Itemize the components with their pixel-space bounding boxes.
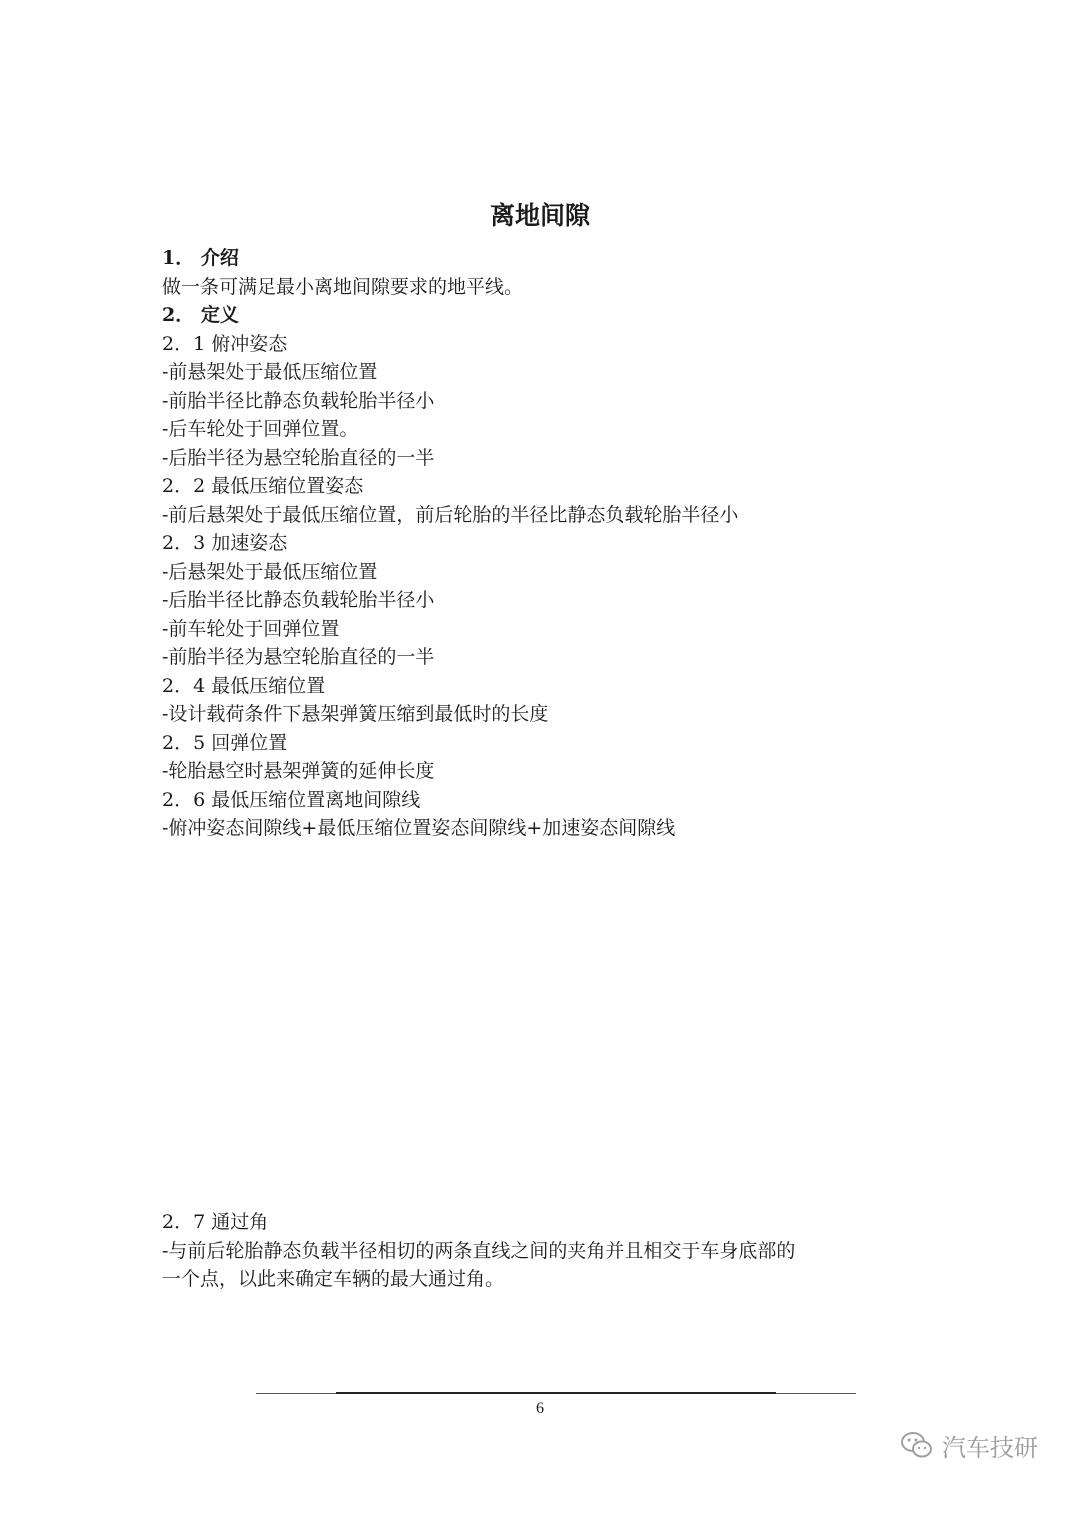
section-heading: 1． 介绍 xyxy=(162,247,239,269)
body-line: -俯冲姿态间隙线+最低压缩位置姿态间隙线+加速姿态间隙线 xyxy=(162,817,676,839)
page-title: 离地间隙 xyxy=(489,201,590,230)
body-line: -后胎半径为悬空轮胎直径的一半 xyxy=(162,446,435,469)
body-line: -前车轮处于回弹位置 xyxy=(162,617,340,640)
body-line: 2．4 最低压缩位置 xyxy=(162,674,326,697)
body-line: -前胎半径比静态负载轮胎半径小 xyxy=(162,389,435,412)
body-line: -轮胎悬空时悬架弹簧的延伸长度 xyxy=(162,760,435,782)
body-line: 2．6 最低压缩位置离地间隙线 xyxy=(162,788,421,811)
body-line: 2．5 回弹位置 xyxy=(162,731,288,754)
body-line: 2．3 加速姿态 xyxy=(162,532,288,554)
body-line: 2．2 最低压缩位置姿态 xyxy=(162,475,364,497)
body-line: -前后悬架处于最低压缩位置，前后轮胎的半径比静态负载轮胎半径小 xyxy=(162,503,739,526)
footer-divider-thick xyxy=(336,1392,776,1394)
watermark xyxy=(900,1427,1038,1463)
page-number: 6 xyxy=(536,1400,544,1417)
document-body xyxy=(162,244,922,843)
document-body-bottom xyxy=(162,1208,922,1294)
body-line: -与前后轮胎静态负载半径相切的两条直线之间的夹角并且相交于车身底部的 xyxy=(162,1239,796,1262)
watermark-text: 汽车技研 xyxy=(942,1433,1038,1462)
body-line: -后悬架处于最低压缩位置 xyxy=(162,560,378,583)
body-line: 一个点，以此来确定车辆的最大通过角。 xyxy=(162,1268,505,1290)
section-heading: 2． 定义 xyxy=(162,304,239,326)
body-line: 2．1 俯冲姿态 xyxy=(162,332,288,355)
wechat-icon xyxy=(900,1430,934,1460)
body-line: 做一条可满足最小离地间隙要求的地平线。 xyxy=(162,275,524,298)
body-line: 2．7 通过角 xyxy=(162,1211,269,1233)
body-line: -前胎半径为悬空轮胎直径的一半 xyxy=(162,646,435,668)
body-line: -后胎半径比静态负载轮胎半径小 xyxy=(162,589,435,611)
body-line: -设计载荷条件下悬架弹簧压缩到最低时的长度 xyxy=(162,703,549,725)
body-line: -后车轮处于回弹位置。 xyxy=(162,418,359,440)
body-line: -前悬架处于最低压缩位置 xyxy=(162,361,378,383)
